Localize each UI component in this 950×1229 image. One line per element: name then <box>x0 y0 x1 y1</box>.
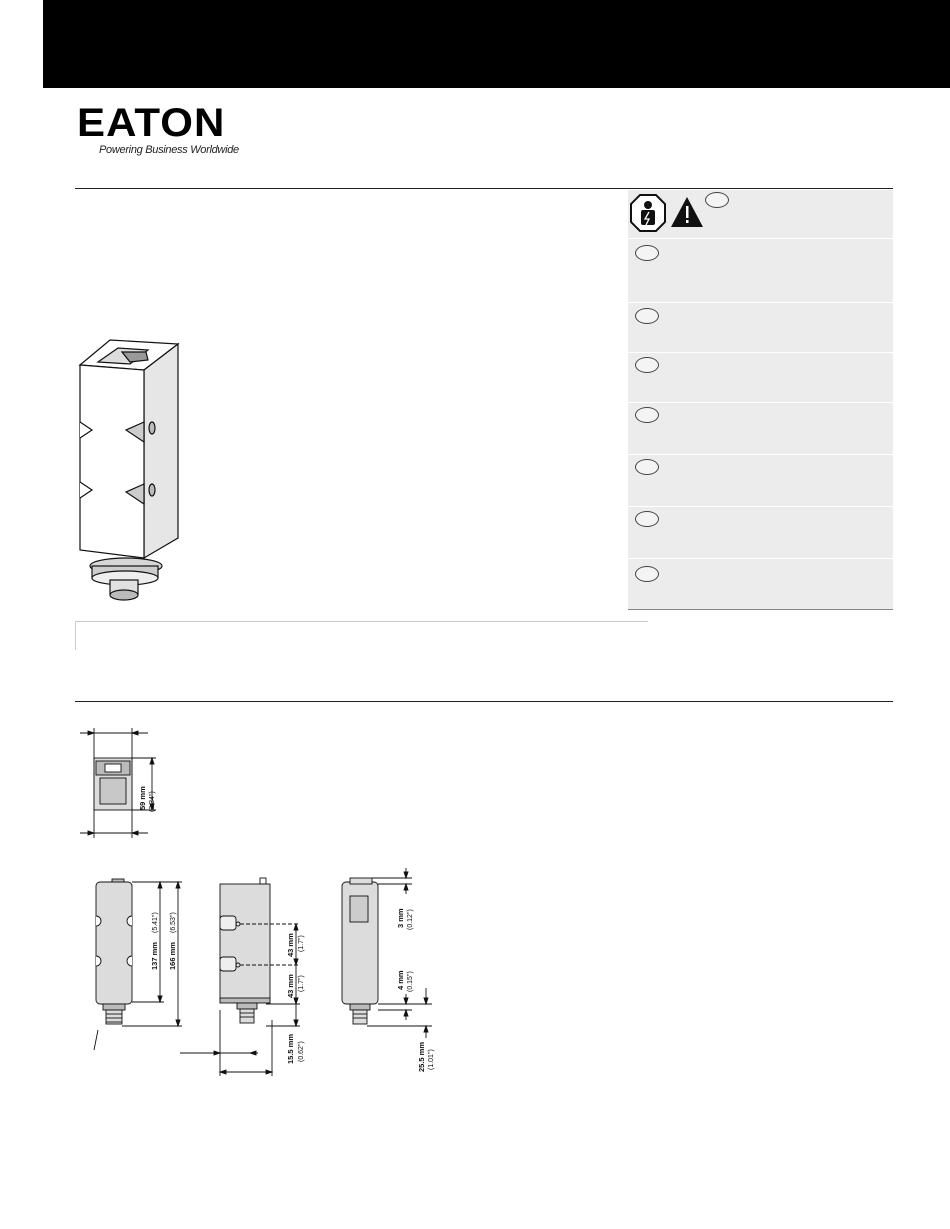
dimension-drawings <box>60 720 460 1090</box>
dim-3mm: 3 mm <box>396 908 405 928</box>
note-box <box>75 621 648 650</box>
dim-15-5mm: 15.5 mm <box>286 1033 295 1064</box>
dim-4mm-inch: (0.15") <box>407 971 414 992</box>
electrician-warning-icon <box>630 194 706 234</box>
section-rule-top <box>75 188 893 189</box>
language-flag-oval <box>635 566 659 582</box>
language-flag-oval <box>635 407 659 423</box>
dim-15-5mm-inch: (0.62") <box>298 1041 305 1062</box>
dim-166mm: 166 mm <box>168 942 177 970</box>
language-flag-oval <box>635 511 659 527</box>
language-row-4 <box>628 402 893 403</box>
dim-43mm-b: 43 mm <box>286 974 295 998</box>
logo-wordmark: EATON <box>77 101 226 145</box>
dim-166mm-inch: (6.53") <box>170 912 177 933</box>
language-row-5 <box>628 454 893 455</box>
language-row-7 <box>628 558 893 559</box>
dim-59mm-inch: (2.34") <box>149 791 156 812</box>
language-row-3 <box>628 352 893 353</box>
section-rule-dimensions <box>75 701 893 702</box>
dim-43mm-b-inch: (1.7") <box>298 975 305 992</box>
dim-59mm: 59 mm <box>138 786 147 810</box>
language-flag-oval <box>635 308 659 324</box>
dim-43mm-a-inch: (1.7") <box>298 935 305 952</box>
language-row-6 <box>628 506 893 507</box>
dim-25-5mm-inch: (1.01") <box>428 1049 435 1070</box>
eaton-logo <box>77 101 226 145</box>
logo-tagline: Powering Business Worldwide <box>99 144 239 156</box>
dim-137mm: 137 mm <box>150 942 159 970</box>
safety-sidebar <box>628 190 893 610</box>
language-flag-oval <box>635 459 659 475</box>
language-flag-oval <box>635 357 659 373</box>
dim-4mm: 4 mm <box>396 970 405 990</box>
dim-43mm-a: 43 mm <box>286 933 295 957</box>
header-bar <box>43 0 950 88</box>
dim-3mm-inch: (0.12") <box>407 909 414 930</box>
dim-137mm-inch: (5.41") <box>152 912 159 933</box>
language-row-1 <box>628 238 893 239</box>
language-flag-oval <box>705 192 729 208</box>
dim-25-5mm: 25.5 mm <box>417 1041 426 1072</box>
product-illustration <box>70 330 190 605</box>
language-row-2 <box>628 302 893 303</box>
language-flag-oval <box>635 245 659 261</box>
